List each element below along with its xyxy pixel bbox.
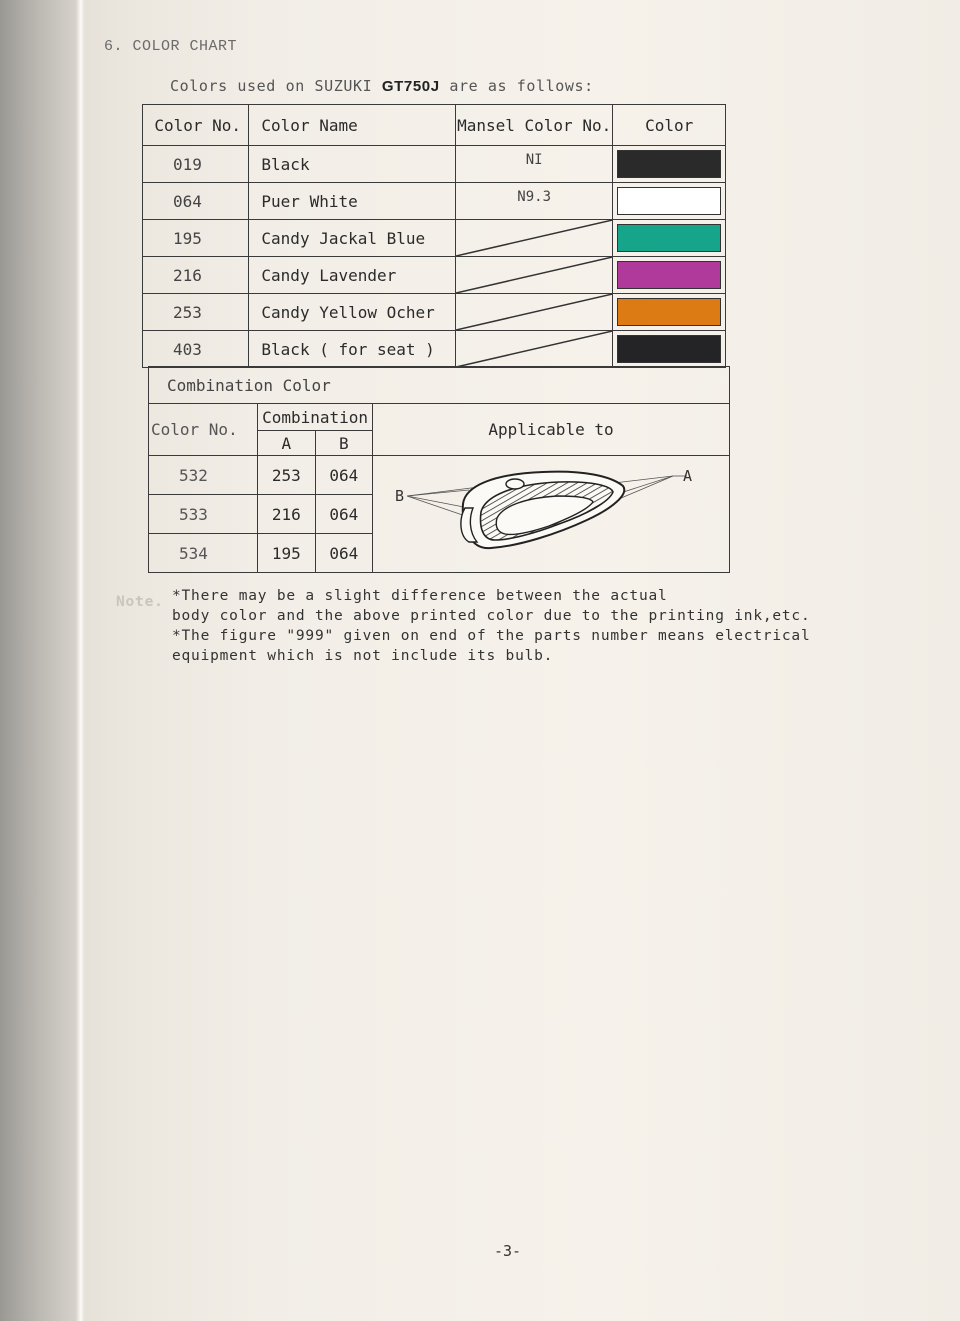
combo-b: 064 <box>315 456 372 495</box>
color-swatch <box>617 150 721 178</box>
table-row <box>143 331 726 368</box>
intro-text <box>170 77 594 95</box>
combo-color-no: 534 <box>149 534 258 573</box>
color-name: Candy Yellow Ocher <box>249 294 456 331</box>
mansel-empty-diagonal <box>455 331 613 368</box>
color-no: 019 <box>143 146 249 183</box>
color-table-header <box>143 105 726 146</box>
mansel-no: NI <box>525 152 543 168</box>
diagram-label-b: B <box>395 487 405 505</box>
table-row <box>143 257 726 294</box>
header-color-name: Color Name <box>249 105 456 146</box>
fuel-cap <box>506 479 524 489</box>
page-number: -3- <box>494 1242 522 1260</box>
header-color: Color <box>613 105 726 146</box>
intro-prefix: Colors used on SUZUKI <box>170 77 382 95</box>
color-name: Black <box>249 146 456 183</box>
table-row <box>149 456 730 495</box>
color-name: Puer White <box>249 183 456 220</box>
color-no: 403 <box>143 331 249 368</box>
intro-suffix: are as follows: <box>439 77 594 95</box>
color-swatch <box>617 187 721 215</box>
note-line: *The figure "999" given on end of the parts number means electrical <box>172 628 811 644</box>
color-swatch <box>617 261 721 289</box>
combo-a: 195 <box>258 534 315 573</box>
color-no: 253 <box>143 294 249 331</box>
diagram-label-a: A <box>683 467 693 485</box>
color-swatch <box>617 298 721 326</box>
table-row <box>143 183 726 220</box>
table-row <box>143 220 726 257</box>
mansel-empty-diagonal <box>455 257 613 294</box>
table-row <box>143 294 726 331</box>
color-name: Candy Lavender <box>249 257 456 294</box>
mansel-empty-diagonal <box>455 220 613 257</box>
color-name: Black ( for seat ) <box>249 331 456 368</box>
combination-table <box>148 366 730 573</box>
combo-color-no: 533 <box>149 495 258 534</box>
color-no: 064 <box>143 183 249 220</box>
mansel-empty-diagonal <box>455 294 613 331</box>
color-swatch <box>617 224 721 252</box>
fuel-tank-diagram-cell <box>373 456 730 573</box>
header-combination: Combination <box>258 404 373 431</box>
combo-a: 253 <box>258 456 315 495</box>
combo-a: 216 <box>258 495 315 534</box>
header-mansel-no: Mansel Color No. <box>455 105 613 146</box>
note-line: equipment which is not include its bulb. <box>172 648 554 664</box>
page-binding <box>76 0 84 1321</box>
header-b: B <box>315 431 372 456</box>
fuel-tank-diagram <box>373 456 729 568</box>
header-color-no: Color No. <box>143 105 249 146</box>
note-line: body color and the above printed color due to the printing ink,etc. <box>172 608 811 624</box>
header-applicable-to: Applicable to <box>373 404 730 456</box>
model-name: GT750J <box>381 78 440 95</box>
combo-b: 064 <box>315 534 372 573</box>
color-table <box>142 104 726 368</box>
color-no: 216 <box>143 257 249 294</box>
color-no: 195 <box>143 220 249 257</box>
note-label: Note. <box>116 594 164 610</box>
header-combo-color-no: Color No. <box>149 404 258 456</box>
color-swatch <box>617 335 721 363</box>
note-line: *There may be a slight difference between the actual <box>172 588 668 604</box>
note-lines <box>172 586 872 666</box>
header-a: A <box>258 431 315 456</box>
combo-color-no: 532 <box>149 456 258 495</box>
table-row <box>143 146 726 183</box>
color-name: Candy Jackal Blue <box>249 220 456 257</box>
combo-b: 064 <box>315 495 372 534</box>
section-heading: 6. COLOR CHART <box>104 38 238 55</box>
mansel-no: N9.3 <box>517 189 552 205</box>
combination-title: Combination Color <box>149 367 730 404</box>
